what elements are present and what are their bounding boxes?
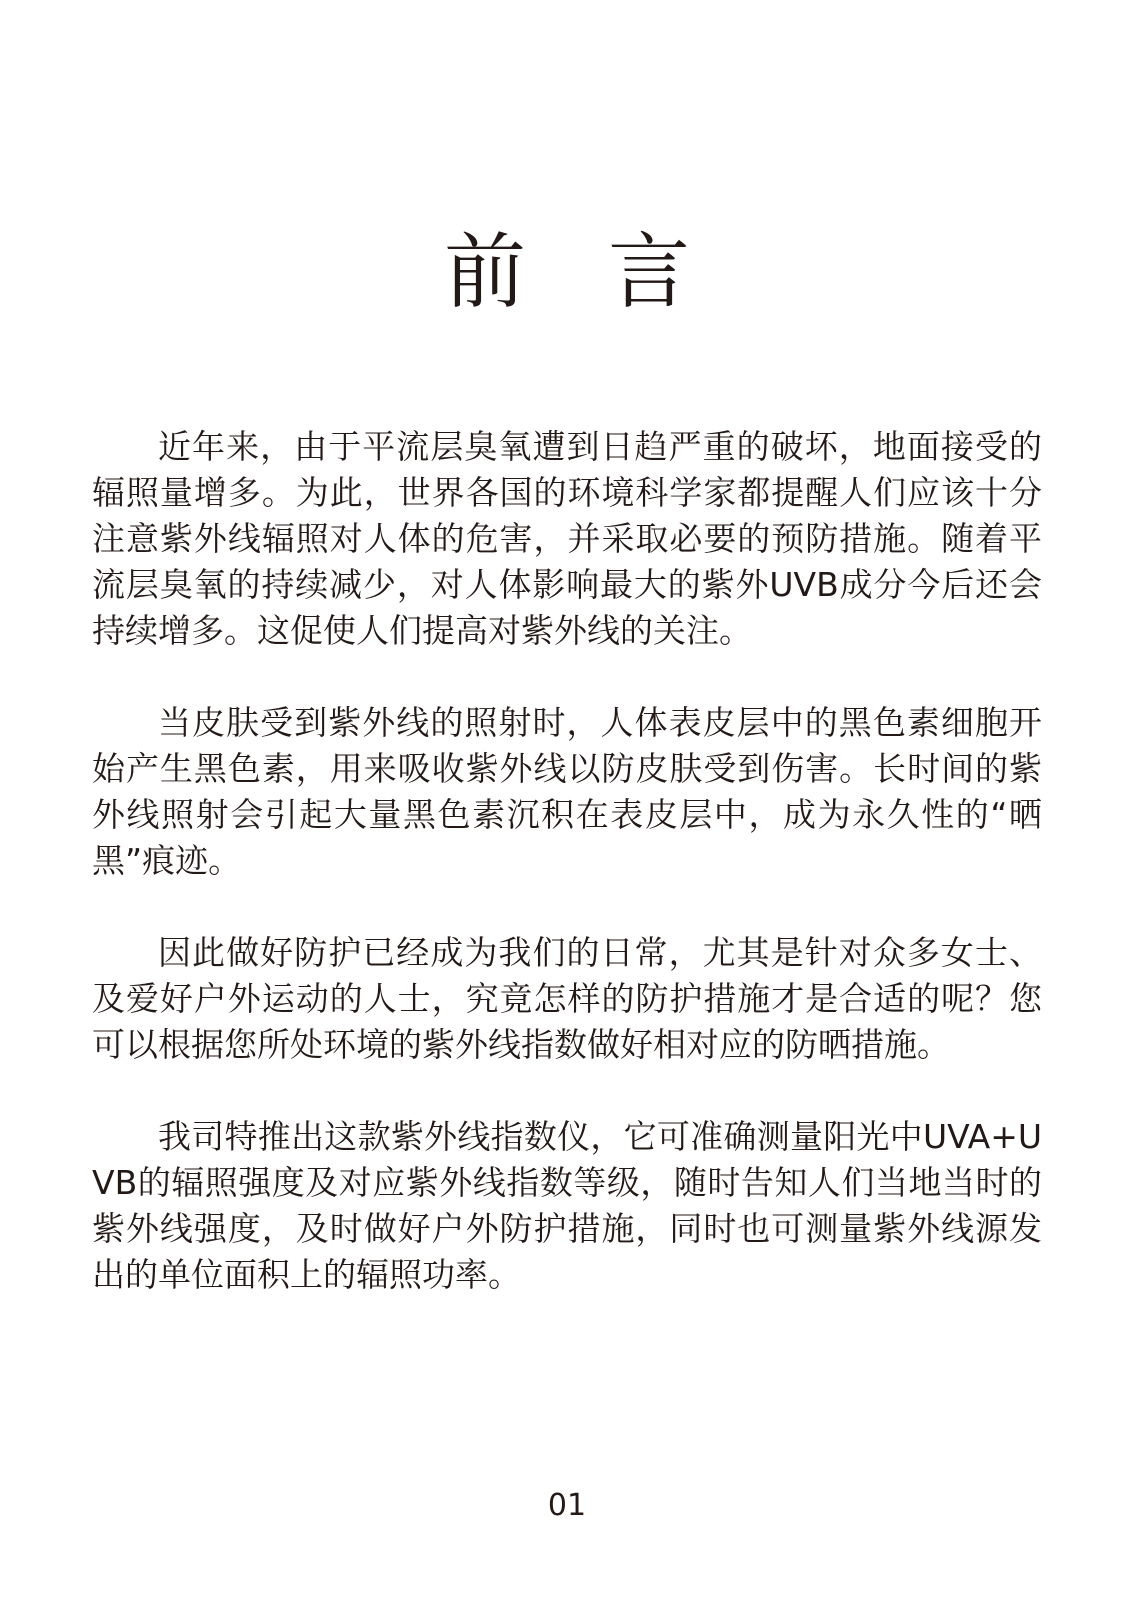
page-title: 前 言 [443,225,690,320]
paragraph-3: 因此做好防护已经成为我们的日常，尤其是针对众多女士、及爱好户外运动的人士，究竟怎样的防护措施才是合适的呢？您可以根据您所处环境的紫外线指数做好相对应的防晒措施。 [92,933,1042,1064]
paragraph-2: 当皮肤受到紫外线的照射时，人体表皮层中的黑色素细胞开始产生黑色素，用来吸收紫外线以防皮肤受到伤害。长时间的紫外线照射会引起大量黑色素沉积在表皮层中，成为永久性的“晒黑”痕迹。 [92,703,1042,880]
page-number: 01 [547,1488,587,1523]
body-text [92,424,1042,1344]
paragraph-1: 近年来，由于平流层臭氧遭到日趋严重的破坏，地面接受的辐照量增多。为此，世界各国的环境科学家都提醒人们应该十分注意紫外线辐照对人体的危害，并采取必要的预防措施。随着平流层臭氧的持续减少，对人体影响最大的紫外UVB成分今后还会持续增多。这促使人们提高对紫外线的关注。 [92,427,1042,650]
paragraph-4: 我司特推出这款紫外线指数仪，它可准确测量阳光中UVA+UVB的辐照强度及对应紫外线指数等级，随时告知人们当地当时的紫外线强度，及时做好户外防护措施，同时也可测量紫外线源发出的单位面积上的辐照功率。 [92,1117,1042,1294]
